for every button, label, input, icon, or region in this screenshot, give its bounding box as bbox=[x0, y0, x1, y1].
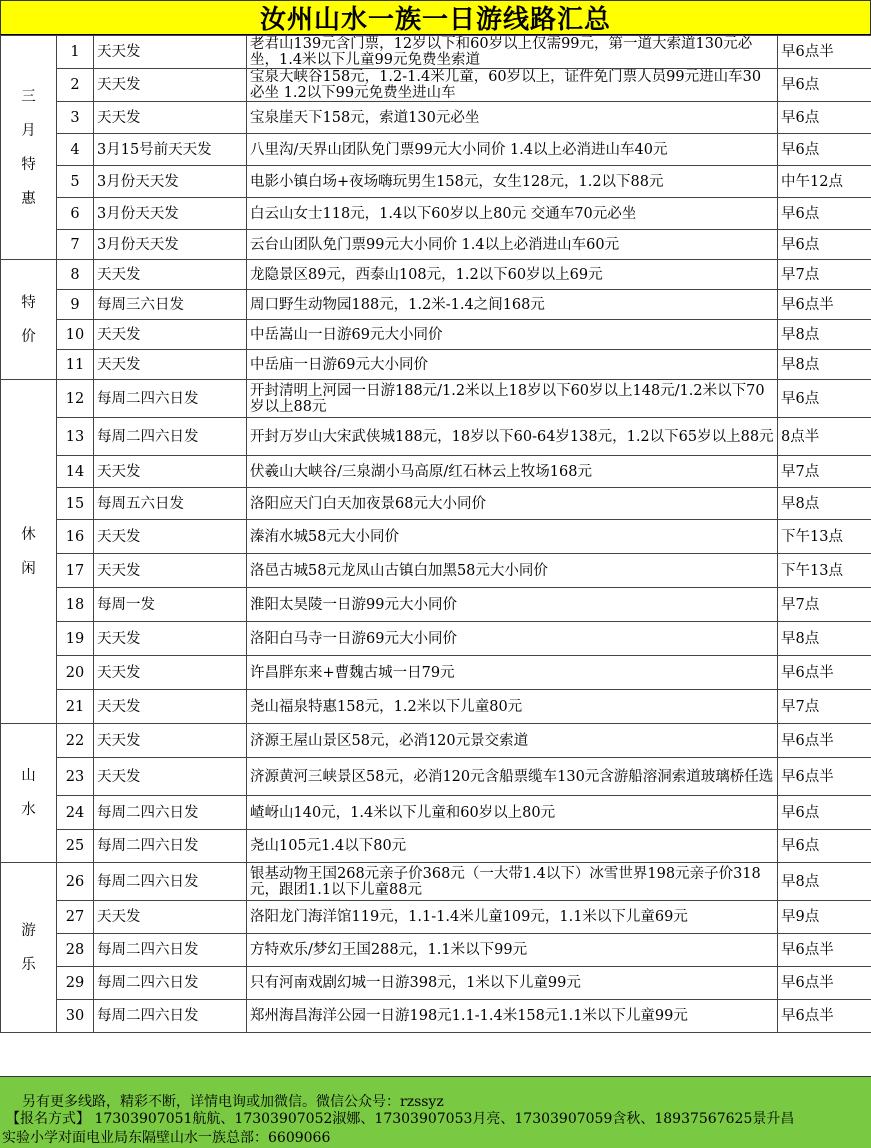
route-departure-time: 早7点 bbox=[778, 588, 871, 622]
route-departure-time: 早8点 bbox=[778, 622, 871, 656]
routes-table bbox=[0, 35, 871, 1033]
route-departure-time: 早9点 bbox=[778, 901, 871, 934]
route-frequency: 天天发 bbox=[94, 622, 247, 656]
route-departure-time: 早7点 bbox=[778, 260, 871, 290]
route-frequency: 天天发 bbox=[94, 554, 247, 588]
route-row bbox=[1, 166, 871, 198]
route-frequency: 天天发 bbox=[94, 350, 247, 380]
category-label bbox=[1, 36, 57, 260]
category-text: 三月特惠 bbox=[21, 88, 36, 207]
route-frequency: 天天发 bbox=[94, 320, 247, 350]
category-text: 休闲 bbox=[21, 526, 36, 577]
route-frequency: 每周三六日发 bbox=[94, 290, 247, 320]
route-departure-time: 早7点 bbox=[778, 456, 871, 488]
route-description: 中岳庙一日游69元大小同价 bbox=[247, 350, 778, 380]
route-number: 9 bbox=[57, 290, 94, 320]
category-text: 山水 bbox=[21, 768, 36, 818]
route-description: 中岳嵩山一日游69元大小同价 bbox=[247, 320, 778, 350]
route-departure-time: 早6点 bbox=[778, 380, 871, 418]
route-number: 19 bbox=[57, 622, 94, 656]
route-frequency: 每周二四六日发 bbox=[94, 380, 247, 418]
route-row bbox=[1, 230, 871, 260]
route-row bbox=[1, 456, 871, 488]
route-departure-time: 早6点 bbox=[778, 830, 871, 863]
route-description: 宝泉崖天下158元，索道130元必坐 bbox=[247, 102, 778, 134]
route-frequency: 每周一发 bbox=[94, 588, 247, 622]
route-row bbox=[1, 134, 871, 166]
route-number: 29 bbox=[57, 967, 94, 1000]
route-row bbox=[1, 863, 871, 901]
route-row bbox=[1, 350, 871, 380]
footer-signup-contacts: 【报名方式】 17303907051航航、17303907052淑娜、17303907053月亮、17303907059含秋、18937567625景升昌 bbox=[6, 1111, 795, 1127]
route-frequency: 每周二四六日发 bbox=[94, 418, 247, 456]
route-number: 14 bbox=[57, 456, 94, 488]
route-number: 4 bbox=[57, 134, 94, 166]
route-frequency: 3月份天天发 bbox=[94, 198, 247, 230]
route-row bbox=[1, 380, 871, 418]
route-description: 淮阳太昊陵一日游99元大小同价 bbox=[247, 588, 778, 622]
route-row bbox=[1, 796, 871, 830]
route-description: 龙隐景区89元，西泰山108元，1.2以下60岁以上69元 bbox=[247, 260, 778, 290]
route-number: 12 bbox=[57, 380, 94, 418]
route-departure-time: 早6点 bbox=[778, 230, 871, 260]
route-departure-time: 早8点 bbox=[778, 320, 871, 350]
route-description: 宝泉大峡谷158元，1.2-1.4米儿童，60岁以上，证件免门票人员99元进山车30必坐 1.2以下99元免费坐进山车 bbox=[247, 69, 778, 102]
route-number: 28 bbox=[57, 934, 94, 967]
route-number: 30 bbox=[57, 1000, 94, 1033]
route-description: 伏羲山大峡谷/三泉湖小马高原/红石林云上牧场168元 bbox=[247, 456, 778, 488]
category-label bbox=[1, 380, 57, 724]
route-description: 电影小镇白场+夜场嗨玩男生158元，女生128元，1.2以下88元 bbox=[247, 166, 778, 198]
route-departure-time: 早6点半 bbox=[778, 758, 871, 796]
route-row bbox=[1, 724, 871, 758]
route-departure-time: 早7点 bbox=[778, 690, 871, 724]
route-row bbox=[1, 1000, 871, 1033]
route-row bbox=[1, 622, 871, 656]
route-number: 27 bbox=[57, 901, 94, 934]
route-number: 7 bbox=[57, 230, 94, 260]
route-departure-time: 早8点 bbox=[778, 350, 871, 380]
route-departure-time: 早6点半 bbox=[778, 36, 871, 69]
route-number: 13 bbox=[57, 418, 94, 456]
route-departure-time: 早6点半 bbox=[778, 1000, 871, 1033]
route-departure-time: 早8点 bbox=[778, 863, 871, 901]
route-frequency: 3月15号前天天发 bbox=[94, 134, 247, 166]
route-departure-time: 8点半 bbox=[778, 418, 871, 456]
route-description: 开封万岁山大宋武侠城188元，18岁以下60-64岁138元，1.2以下65岁以上88元 bbox=[247, 418, 778, 456]
route-frequency: 天天发 bbox=[94, 758, 247, 796]
route-row bbox=[1, 488, 871, 520]
category-label bbox=[1, 863, 57, 1033]
route-description: 八里沟/天界山团队免门票99元大小同价 1.4以上必消进山车40元 bbox=[247, 134, 778, 166]
route-frequency: 天天发 bbox=[94, 901, 247, 934]
route-row bbox=[1, 320, 871, 350]
route-frequency: 每周二四六日发 bbox=[94, 1000, 247, 1033]
route-number: 11 bbox=[57, 350, 94, 380]
route-number: 23 bbox=[57, 758, 94, 796]
route-departure-time: 中午12点 bbox=[778, 166, 871, 198]
route-number: 21 bbox=[57, 690, 94, 724]
route-description: 银基动物王国268元亲子价368元（一大带1.4以下）冰雪世界198元亲子价318元，跟团1.1以下儿童88元 bbox=[247, 863, 778, 901]
route-number: 5 bbox=[57, 166, 94, 198]
route-description: 只有河南戏剧幻城一日游398元，1米以下儿童99元 bbox=[247, 967, 778, 1000]
route-frequency: 天天发 bbox=[94, 69, 247, 102]
route-departure-time: 早6点 bbox=[778, 102, 871, 134]
route-description: 溱洧水城58元大小同价 bbox=[247, 520, 778, 554]
route-departure-time: 早6点 bbox=[778, 134, 871, 166]
route-frequency: 天天发 bbox=[94, 520, 247, 554]
route-row bbox=[1, 554, 871, 588]
route-description: 白云山女士118元，1.4以下60岁以上80元 交通车70元必坐 bbox=[247, 198, 778, 230]
route-number: 16 bbox=[57, 520, 94, 554]
route-number: 10 bbox=[57, 320, 94, 350]
route-frequency: 每周二四六日发 bbox=[94, 830, 247, 863]
route-number: 3 bbox=[57, 102, 94, 134]
route-frequency: 每周二四六日发 bbox=[94, 863, 247, 901]
route-description: 洛邑古城58元龙凤山古镇白加黑58元大小同价 bbox=[247, 554, 778, 588]
route-frequency: 3月份天天发 bbox=[94, 230, 247, 260]
route-row bbox=[1, 588, 871, 622]
route-row bbox=[1, 758, 871, 796]
route-description: 尧山福泉特惠158元，1.2米以下儿童80元 bbox=[247, 690, 778, 724]
footer-address: 实验小学对面电业局东隔壁山水一族总部：6609066 bbox=[2, 1130, 331, 1146]
route-frequency: 天天发 bbox=[94, 456, 247, 488]
route-row bbox=[1, 418, 871, 456]
route-description: 开封清明上河园一日游188元/1.2米以上18岁以下60岁以上148元/1.2米以下70岁以上88元 bbox=[247, 380, 778, 418]
route-description: 洛阳应天门白天加夜景68元大小同价 bbox=[247, 488, 778, 520]
category-text: 特价 bbox=[21, 294, 36, 345]
route-row bbox=[1, 102, 871, 134]
route-description: 洛阳龙门海洋馆119元，1.1-1.4米儿童109元，1.1米以下儿童69元 bbox=[247, 901, 778, 934]
route-description: 郑州海昌海洋公园一日游198元1.1-1.4米158元1.1米以下儿童99元 bbox=[247, 1000, 778, 1033]
route-row bbox=[1, 520, 871, 554]
route-row bbox=[1, 69, 871, 102]
route-departure-time: 早6点半 bbox=[778, 290, 871, 320]
route-departure-time: 早6点 bbox=[778, 796, 871, 830]
route-description: 济源黄河三峡景区58元，必消120元含船票缆车130元含游船溶洞索道玻璃桥任选 bbox=[247, 758, 778, 796]
page-title: 汝州山水一族一日游线路汇总 bbox=[0, 0, 871, 36]
route-description: 许昌胖东来+曹魏古城一日79元 bbox=[247, 656, 778, 690]
route-description: 尧山105元1.4以下80元 bbox=[247, 830, 778, 863]
route-row bbox=[1, 934, 871, 967]
route-row bbox=[1, 967, 871, 1000]
route-number: 25 bbox=[57, 830, 94, 863]
route-number: 15 bbox=[57, 488, 94, 520]
route-number: 18 bbox=[57, 588, 94, 622]
route-frequency: 天天发 bbox=[94, 36, 247, 69]
route-number: 20 bbox=[57, 656, 94, 690]
route-departure-time: 下午13点 bbox=[778, 520, 871, 554]
category-label bbox=[1, 724, 57, 863]
route-departure-time: 早6点 bbox=[778, 198, 871, 230]
category-text: 游乐 bbox=[21, 922, 36, 973]
route-departure-time: 早6点半 bbox=[778, 724, 871, 758]
route-row bbox=[1, 830, 871, 863]
route-frequency: 天天发 bbox=[94, 724, 247, 758]
route-number: 22 bbox=[57, 724, 94, 758]
route-description: 方特欢乐/梦幻王国288元，1.1米以下99元 bbox=[247, 934, 778, 967]
route-frequency: 每周二四六日发 bbox=[94, 796, 247, 830]
route-description: 嵖岈山140元，1.4米以下儿童和60岁以上80元 bbox=[247, 796, 778, 830]
footer bbox=[0, 1076, 871, 1148]
route-description: 周口野生动物园188元，1.2米-1.4之间168元 bbox=[247, 290, 778, 320]
category-label bbox=[1, 260, 57, 380]
route-row bbox=[1, 690, 871, 724]
route-description: 济源王屋山景区58元，必消120元景交索道 bbox=[247, 724, 778, 758]
route-number: 8 bbox=[57, 260, 94, 290]
route-departure-time: 早6点 bbox=[778, 69, 871, 102]
route-row bbox=[1, 260, 871, 290]
route-frequency: 每周五六日发 bbox=[94, 488, 247, 520]
route-frequency: 天天发 bbox=[94, 656, 247, 690]
route-number: 6 bbox=[57, 198, 94, 230]
route-departure-time: 早6点半 bbox=[778, 967, 871, 1000]
route-row bbox=[1, 290, 871, 320]
route-description: 云台山团队免门票99元大小同价 1.4以上必消进山车60元 bbox=[247, 230, 778, 260]
route-departure-time: 下午13点 bbox=[778, 554, 871, 588]
route-row bbox=[1, 656, 871, 690]
route-frequency: 每周二四六日发 bbox=[94, 934, 247, 967]
route-departure-time: 早6点半 bbox=[778, 656, 871, 690]
route-departure-time: 早8点 bbox=[778, 488, 871, 520]
route-description: 洛阳白马寺一日游69元大小同价 bbox=[247, 622, 778, 656]
route-frequency: 每周二四六日发 bbox=[94, 967, 247, 1000]
route-description: 老君山139元含门票，12岁以下和60岁以上仅需99元，第一道大索道130元必坐，1.4米以下儿童99元免费坐索道 bbox=[247, 36, 778, 69]
route-frequency: 天天发 bbox=[94, 260, 247, 290]
route-row bbox=[1, 36, 871, 69]
route-row bbox=[1, 901, 871, 934]
route-number: 24 bbox=[57, 796, 94, 830]
route-number: 1 bbox=[57, 36, 94, 69]
route-row bbox=[1, 198, 871, 230]
route-number: 26 bbox=[57, 863, 94, 901]
route-frequency: 天天发 bbox=[94, 690, 247, 724]
route-number: 17 bbox=[57, 554, 94, 588]
footer-more-routes: 另有更多线路，精彩不断，详情电询或加微信。微信公众号：rzssyz bbox=[22, 1094, 444, 1110]
route-frequency: 天天发 bbox=[94, 102, 247, 134]
route-number: 2 bbox=[57, 69, 94, 102]
route-frequency: 3月份天天发 bbox=[94, 166, 247, 198]
route-departure-time: 早6点半 bbox=[778, 934, 871, 967]
